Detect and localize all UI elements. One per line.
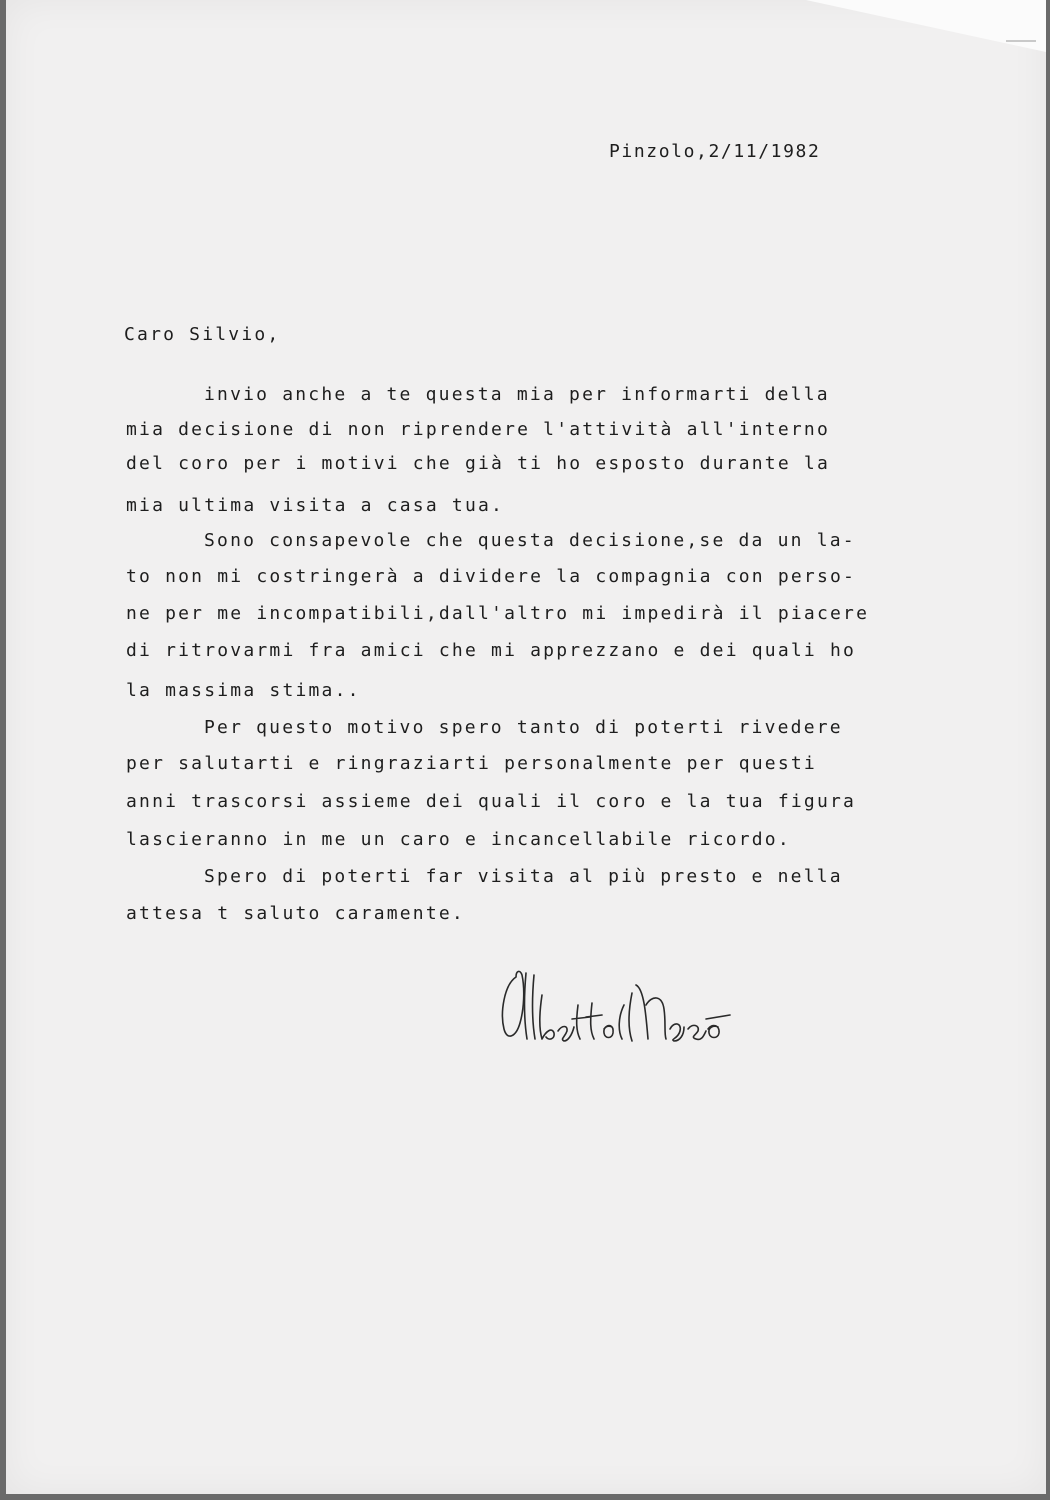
- body-line: anni trascorsi assieme dei quali il coro e la tua figura: [126, 791, 857, 812]
- body-line: Sono consapevole che questa decisione,se da un la-: [204, 530, 856, 551]
- letter-page: [6, 0, 1046, 1494]
- paper-mark: [1006, 40, 1036, 42]
- body-line: del coro per i motivi che già ti ho esposto durante la: [126, 453, 830, 474]
- body-line: Per questo motivo spero tanto di poterti rivedere: [204, 717, 843, 738]
- body-line: mia decisione di non riprendere l'attività all'interno: [126, 419, 830, 440]
- handwritten-signature: [494, 965, 754, 1055]
- body-line: Spero di poterti far visita al più presto e nella: [204, 866, 843, 887]
- body-line: per salutarti e ringraziarti personalmente per questi: [126, 753, 817, 774]
- body-line: di ritrovarmi fra amici che mi apprezzano e dei quali ho: [126, 640, 857, 661]
- body-line: to non mi costringerà a dividere la compagnia con perso-: [126, 566, 857, 587]
- body-line: lascieranno in me un caro e incancellabile ricordo.: [126, 829, 791, 850]
- letter-date: Pinzolo,2/11/1982: [609, 141, 821, 162]
- letter-salutation: Caro Silvio,: [124, 324, 281, 345]
- body-line: mia ultima visita a casa tua.: [126, 495, 505, 516]
- body-line: ne per me incompatibili,dall'altro mi impedirà il piacere: [126, 603, 870, 624]
- body-line: invio anche a te questa mia per informarti della: [204, 384, 830, 405]
- folded-corner: [806, 0, 1046, 52]
- body-line: attesa t saluto caramente.: [126, 903, 465, 924]
- body-line: la massima stima..: [126, 680, 361, 701]
